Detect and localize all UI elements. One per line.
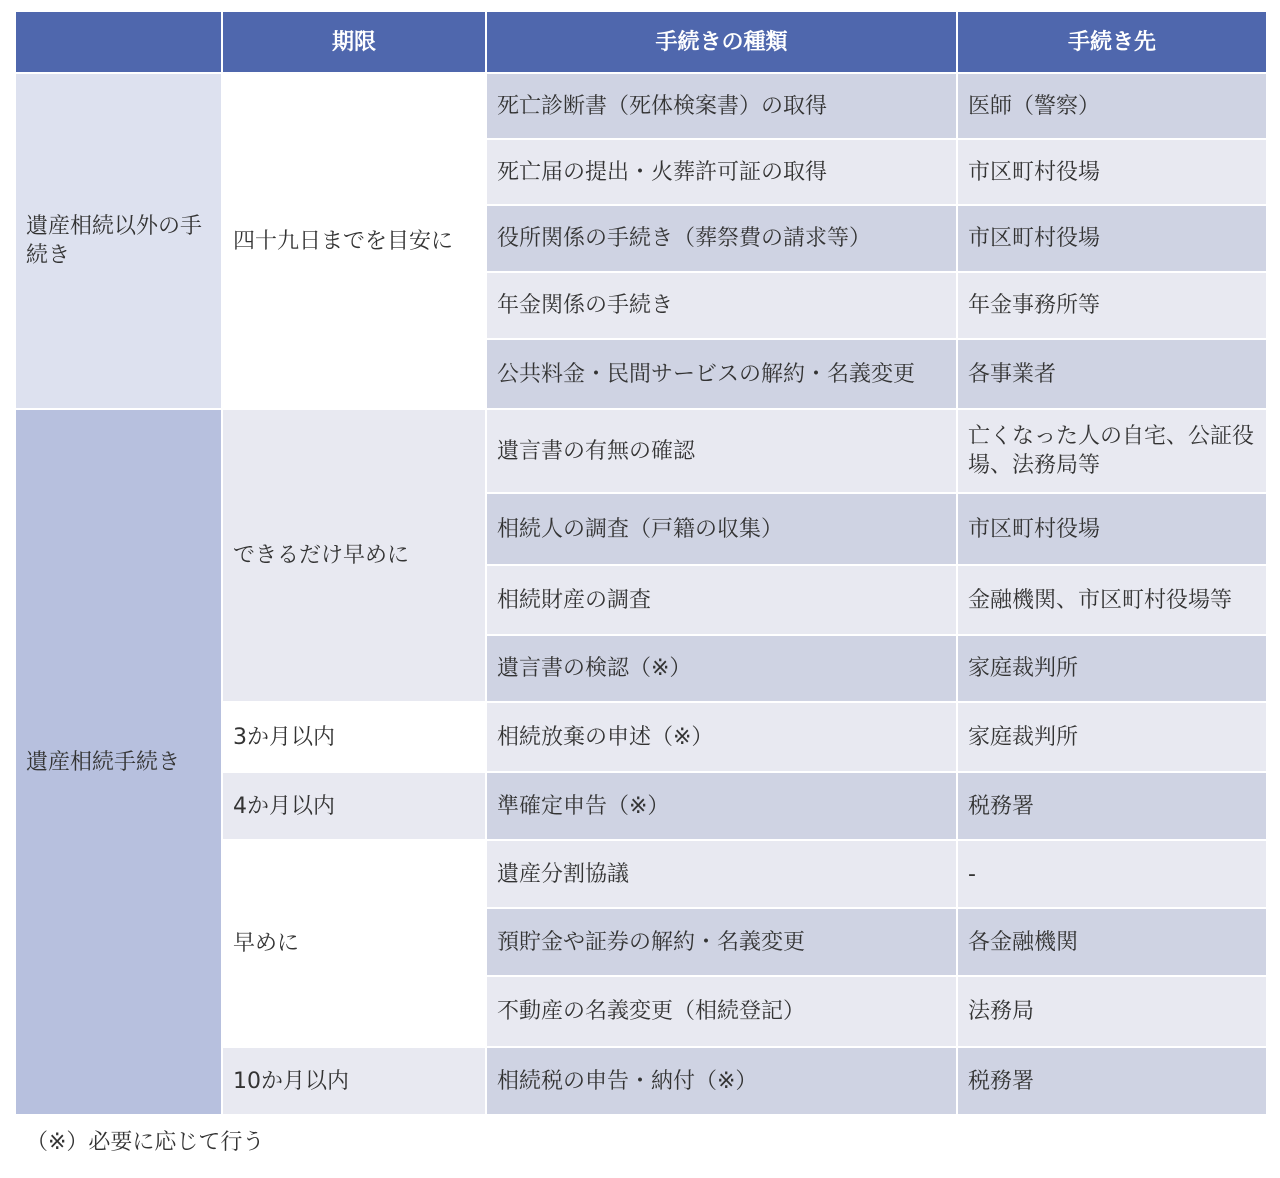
procedure-type-cell: 遺言書の検認（※） [486,635,957,702]
destination-cell: 市区町村役場 [957,493,1267,565]
destination-cell: 亡くなった人の自宅、公証役場、法務局等 [957,409,1267,493]
procedure-type-cell: 相続税の申告・納付（※） [486,1047,957,1115]
header-category [15,11,222,73]
period-asap: できるだけ早めに [222,409,486,702]
destination-cell: 各事業者 [957,339,1267,409]
header-procedure-type: 手続きの種類 [486,11,957,73]
procedure-type-cell: 遺言書の有無の確認 [486,409,957,493]
destination-cell: 医師（警察） [957,73,1267,139]
period-early: 早めに [222,840,486,1047]
group-non-inheritance: 遺産相続以外の手続き [15,73,222,409]
period-3-months: 3か月以内 [222,702,486,772]
destination-cell: 家庭裁判所 [957,702,1267,772]
destination-cell: 家庭裁判所 [957,635,1267,702]
destination-cell: 市区町村役場 [957,205,1267,272]
destination-cell: 市区町村役場 [957,139,1267,205]
header-row [15,11,1267,73]
table-row [15,73,1267,139]
procedure-type-cell: 預貯金や証券の解約・名義変更 [486,908,957,976]
destination-cell: - [957,840,1267,908]
footnote: （※）必要に応じて行う [26,1130,265,1155]
destination-cell: 法務局 [957,976,1267,1047]
procedure-type-cell: 準確定申告（※） [486,772,957,840]
group-inheritance: 遺産相続手続き [15,409,222,1115]
procedure-type-cell: 年金関係の手続き [486,272,957,339]
destination-cell: 税務署 [957,772,1267,840]
procedure-type-cell: 不動産の名義変更（相続登記） [486,976,957,1047]
destination-cell: 金融機関、市区町村役場等 [957,565,1267,635]
period-4-months: 4か月以内 [222,772,486,840]
procedure-type-cell: 公共料金・民間サービスの解約・名義変更 [486,339,957,409]
procedure-type-cell: 遺産分割協議 [486,840,957,908]
header-destination: 手続き先 [957,11,1267,73]
period-49-days: 四十九日までを目安に [222,73,486,409]
procedure-type-cell: 相続財産の調査 [486,565,957,635]
header-deadline: 期限 [222,11,486,73]
procedure-type-cell: 役所関係の手続き（葬祭費の請求等） [486,205,957,272]
procedure-type-cell: 相続放棄の申述（※） [486,702,957,772]
destination-cell: 年金事務所等 [957,272,1267,339]
procedure-type-cell: 死亡診断書（死体検案書）の取得 [486,73,957,139]
procedure-type-cell: 死亡届の提出・火葬許可証の取得 [486,139,957,205]
procedures-table [14,10,1268,1116]
destination-cell: 各金融機関 [957,908,1267,976]
table-row [15,409,1267,493]
procedure-type-cell: 相続人の調査（戸籍の収集） [486,493,957,565]
period-10-months: 10か月以内 [222,1047,486,1115]
destination-cell: 税務署 [957,1047,1267,1115]
